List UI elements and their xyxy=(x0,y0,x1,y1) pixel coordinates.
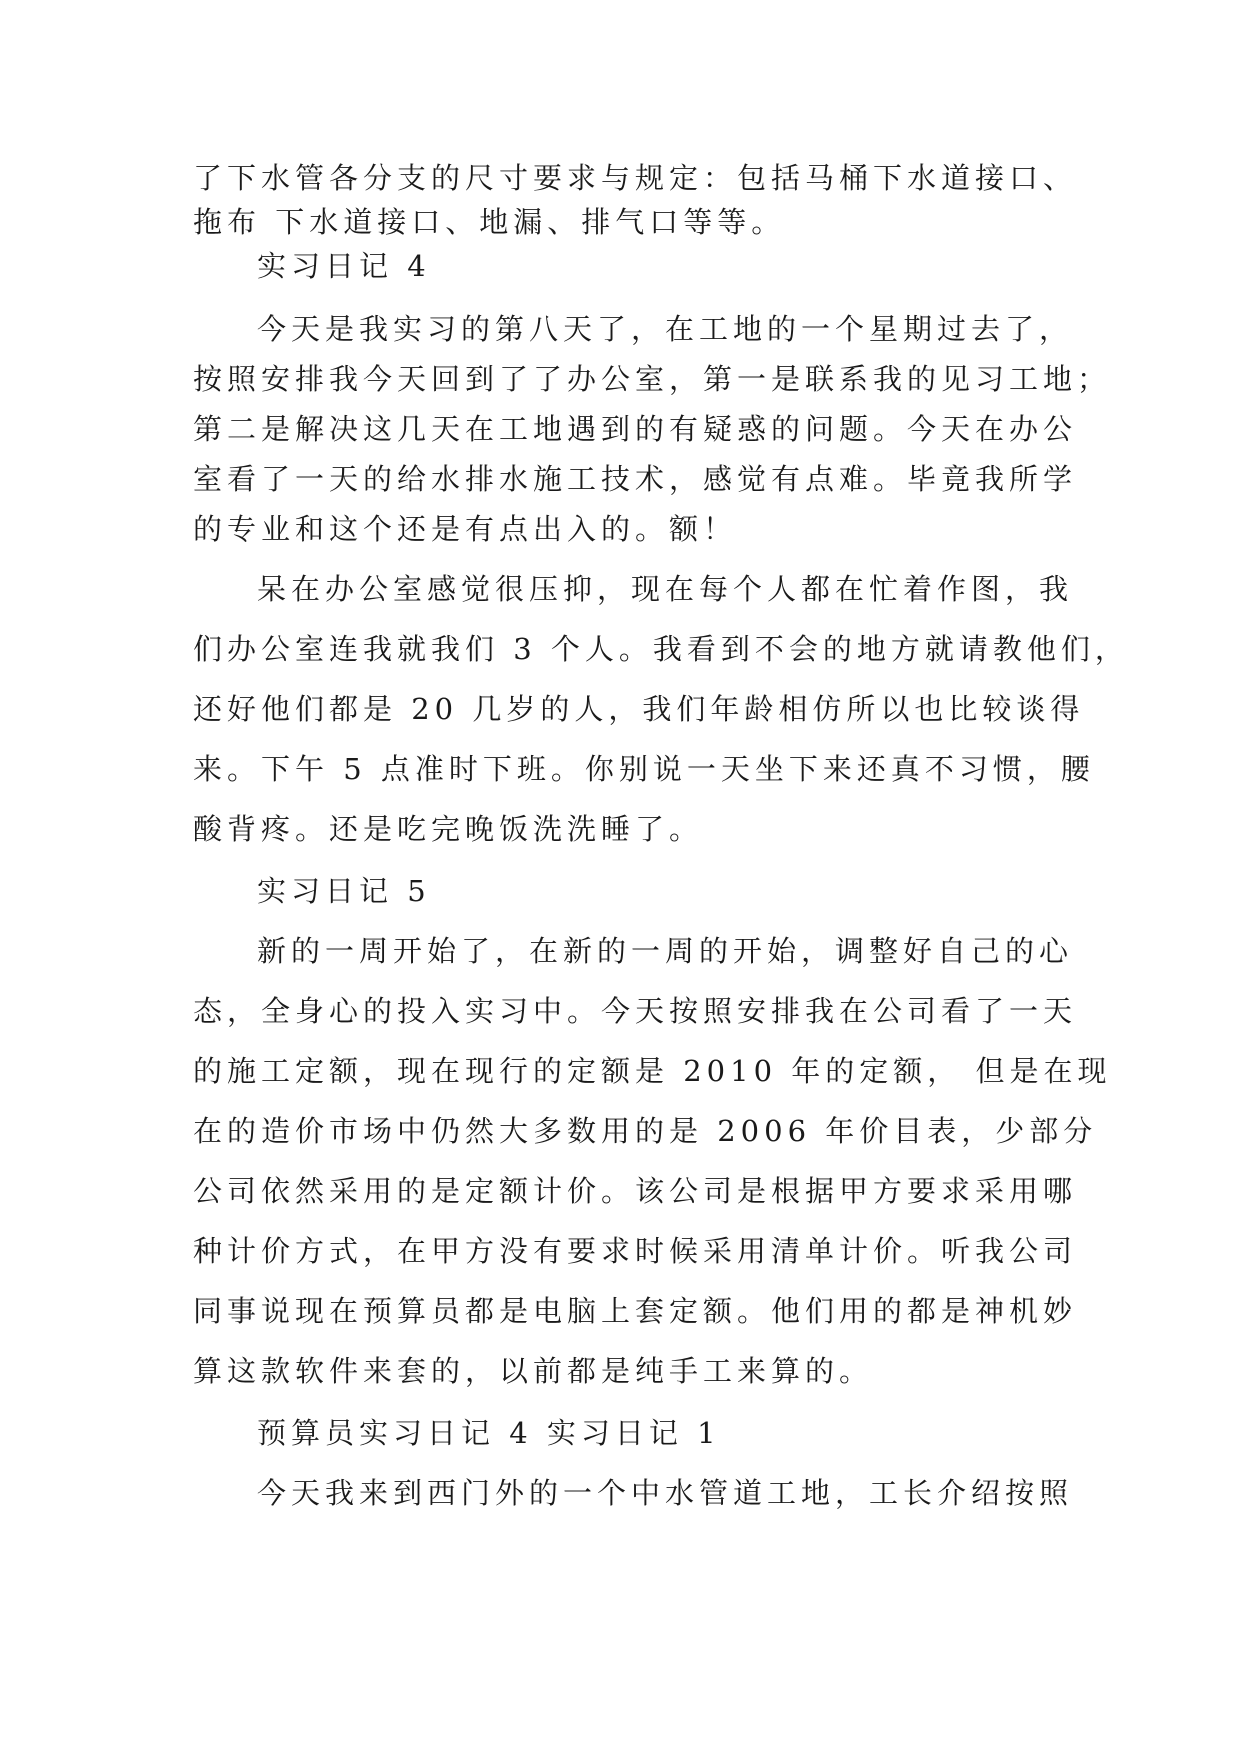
text-line: 今天是我实习的第八天了，在工地的一个星期过去了， xyxy=(257,312,1074,346)
text-line: 今天我来到西门外的一个中水管道工地，工长介绍按照 xyxy=(257,1476,1074,1510)
text-line: 还好他们都是 20 几岁的人，我们年龄相仿所以也比较谈得 xyxy=(193,692,1085,726)
text-line: 了下水管各分支的尺寸要求与规定：包括马桶下水道接口、 xyxy=(193,161,1078,195)
text-line: 的专业和这个还是有点出入的。额！ xyxy=(193,512,738,546)
text-line: 态，全身心的投入实习中。今天按照安排我在公司看了一天 xyxy=(193,994,1078,1028)
text-line: 呆在办公室感觉很压抑，现在每个人都在忙着作图，我 xyxy=(257,572,1074,606)
text-line: 种计价方式，在甲方没有要求时候采用清单计价。听我公司 xyxy=(193,1234,1078,1268)
text-line: 来。下午 5 点准时下班。你别说一天坐下来还真不习惯，腰 xyxy=(193,752,1095,786)
text-line: 按照安排我今天回到了了办公室，第一是联系我的见习工地； xyxy=(193,362,1112,396)
text-line: 酸背疼。还是吃完晚饭洗洗睡了。 xyxy=(193,812,704,846)
section-heading: 预算员实习日记 4 实习日记 1 xyxy=(257,1416,721,1450)
text-line: 第二是解决这几天在工地遇到的有疑惑的问题。今天在办公 xyxy=(193,412,1078,446)
text-line: 室看了一天的给水排水施工技术，感觉有点难。毕竟我所学 xyxy=(193,462,1078,496)
text-line: 在的造价市场中仍然大多数用的是 2006 年价目表，少部分 xyxy=(193,1114,1098,1148)
text-line: 同事说现在预算员都是电脑上套定额。他们用的都是神机妙 xyxy=(193,1294,1078,1328)
text-line: 新的一周开始了，在新的一周的开始，调整好自己的心 xyxy=(257,934,1074,968)
text-line: 算这款软件来套的，以前都是纯手工来算的。 xyxy=(193,1354,874,1388)
text-line: 的施工定额，现在现行的定额是 2010 年的定额， 但是在现 xyxy=(193,1054,1112,1088)
section-heading: 实习日记 4 xyxy=(257,249,431,283)
text-line: 们办公室连我就我们 3 个人。我看到不会的地方就请教他们， xyxy=(193,632,1129,666)
text-line: 公司依然采用的是定额计价。该公司是根据甲方要求采用哪 xyxy=(193,1174,1078,1208)
text-line: 拖布 下水道接口、地漏、排气口等等。 xyxy=(193,205,786,239)
section-heading: 实习日记 5 xyxy=(257,874,431,908)
